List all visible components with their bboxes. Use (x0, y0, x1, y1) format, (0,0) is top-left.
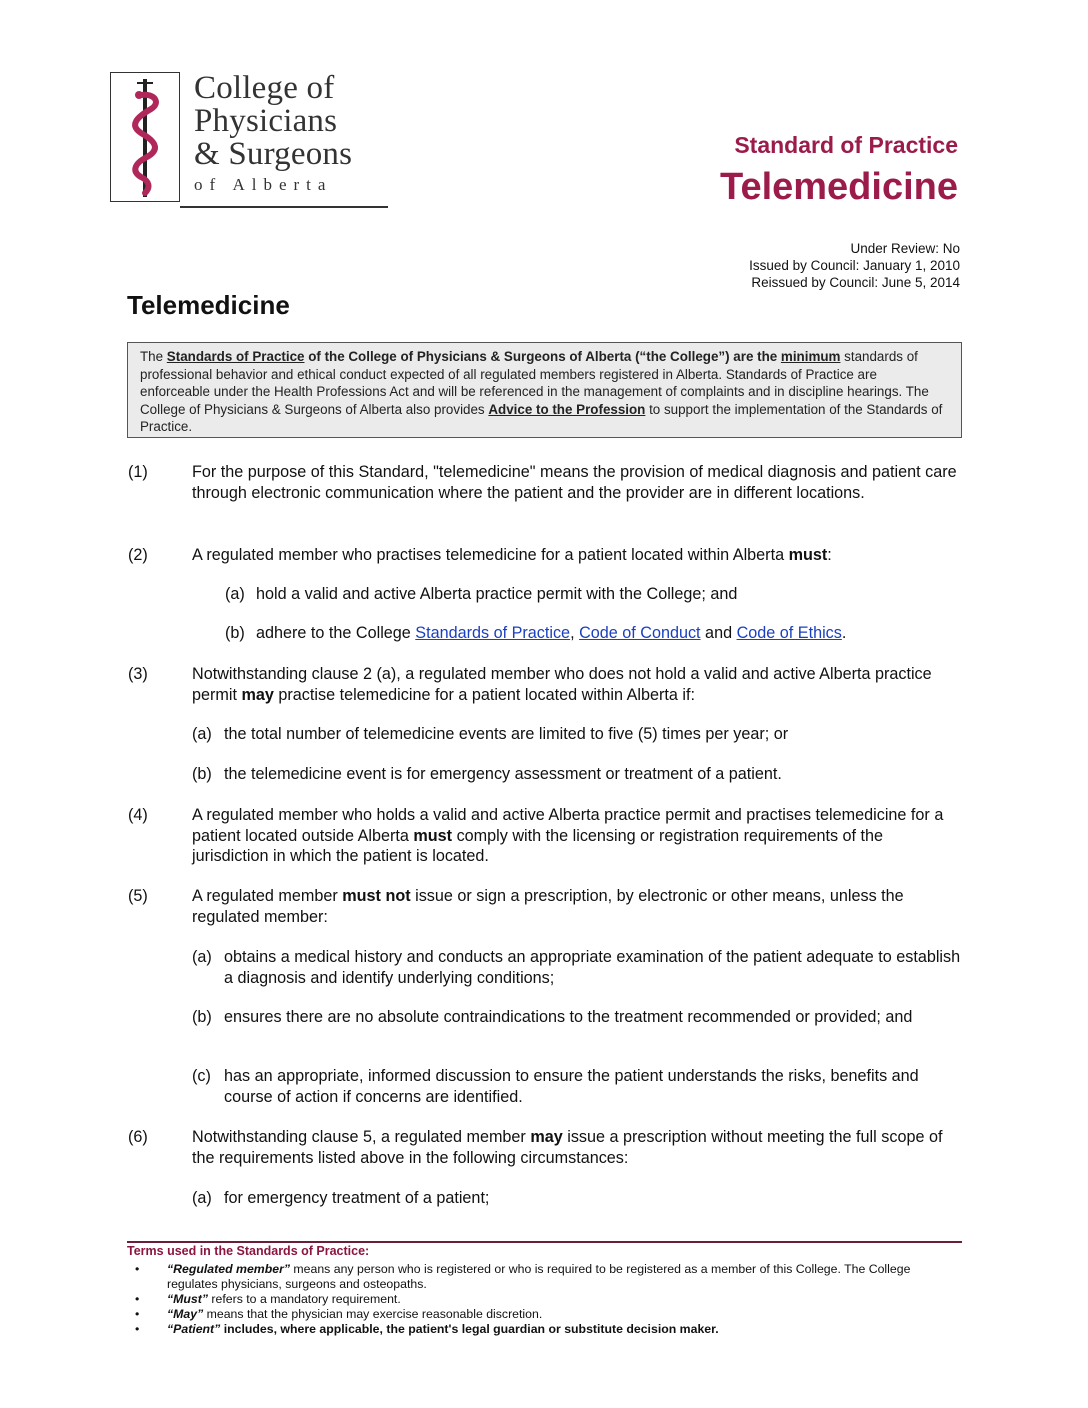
clause-text-post: issue a prescription without meeting the full scope of the requirements listed above in the following circumstances: (192, 1128, 943, 1167)
clause-text (192, 805, 962, 867)
clause-text-post: issue or sign a prescription, by electronic or other means, unless the regulated member: (192, 887, 904, 926)
bullet: • (135, 1307, 140, 1321)
clause-text-bold: must not (342, 887, 411, 905)
term-item (127, 1262, 962, 1292)
page-title: Telemedicine (127, 290, 290, 320)
advice-to-profession-term: Advice to the Profession (488, 401, 646, 417)
logo-line-1: College of (194, 70, 335, 106)
separator: , (570, 624, 580, 642)
subclause-text: for emergency treatment of a patient; (224, 1189, 490, 1207)
header-title: Telemedicine (720, 166, 958, 208)
clause-text-post: comply with the licensing or registration requirements of the jurisdiction in which the patient is located. (192, 826, 884, 865)
code-of-conduct-link[interactable]: Code of Conduct (579, 624, 701, 642)
subclause-label: (b) (225, 624, 245, 642)
subclause-label: (a) (192, 948, 212, 966)
intro-text-1: The (140, 349, 167, 364)
clause-text-bold: may (241, 685, 274, 704)
subclause-label: (b) (192, 765, 212, 783)
intro-text-2: of the College of Physicians & Surgeons of Alberta (“the College”) are the (304, 349, 781, 364)
term-name: “Regulated member” (167, 1262, 290, 1276)
term-definition: refers to a mandatory requirement. (208, 1292, 401, 1306)
clause-text-bold: must (413, 826, 453, 845)
intro-text-4: to support the implementation of the Standards of Practice. (140, 401, 943, 434)
meta-review: Under Review: No (850, 241, 960, 256)
term-name: “Must” (167, 1292, 208, 1306)
logo-underline (180, 206, 388, 208)
clause-number: (1) (128, 463, 148, 481)
term-item (127, 1292, 962, 1307)
bullet: • (135, 1292, 140, 1306)
subclause-text-pre: adhere to the College (256, 624, 416, 642)
term-definition: includes, where applicable, the patient's legal guardian or substitute decision maker. (220, 1322, 719, 1336)
college-logo (110, 72, 388, 208)
clause-text-pre: Notwithstanding clause 5, a regulated member (192, 1128, 531, 1146)
intro-box (127, 342, 962, 438)
term-name: “Patient” (167, 1322, 221, 1336)
clause-text-post: : (827, 546, 832, 564)
term-definition: means any person who is registered or who is required to be registered as a member of this College. The College regulates physicians, surgeons and osteopaths. (167, 1262, 911, 1291)
subclause-label: (b) (192, 1008, 212, 1026)
clause-text-pre: A regulated member who holds a valid and active Alberta practice permit and practises telemedicine for a patient located outside Alberta (192, 806, 944, 845)
header-subtitle: Standard of Practice (734, 132, 958, 158)
clause-text: For the purpose of this Standard, "telemedicine" means the provision of medical diagnosis and patient care through electronic communication where the patient and the provider are in different locations. (192, 463, 957, 502)
standards-of-practice-term: Standards of Practice (166, 349, 305, 364)
clause-number: (2) (128, 546, 148, 564)
minimum-term: minimum (780, 349, 841, 364)
document-meta (749, 240, 960, 291)
meta-issued: Issued by Council: January 1, 2010 (749, 258, 960, 273)
bullet: • (135, 1322, 140, 1336)
clause-number: (4) (128, 806, 148, 824)
clause-text-pre: A regulated member who practises telemedicine for a patient located within Alberta (192, 546, 789, 564)
clause-number: (3) (128, 665, 148, 683)
terms-list (127, 1262, 962, 1337)
logo-line-2: Physicians (194, 103, 338, 139)
clause-number: (5) (128, 887, 148, 905)
clause-text-post: practise telemedicine for a patient located within Alberta if: (273, 685, 695, 704)
footer-divider (127, 1241, 962, 1243)
separator: and (700, 624, 737, 642)
meta-reissued: Reissued by Council: June 5, 2014 (751, 275, 960, 290)
subclause-text: the telemedicine event is for emergency assessment or treatment of a patient. (224, 765, 782, 783)
subclause-text: ensures there are no absolute contraindications to the treatment recommended or provided; and (224, 1008, 913, 1026)
intro-text-3: standards of professional behavior and ethical conduct expected of all regulated members registered in Alberta. Standards of Practice are enforceable under the Health Professions Act and will be referenced in the management of complaints and in discipline hearings. The College of Physicians & Surgeons of Alberta also provides (140, 349, 929, 417)
logo-line-3: & Surgeons (194, 136, 353, 172)
subclause-text: hold a valid and active Alberta practice permit with the College; and (256, 585, 738, 603)
clause-text-bold: may (530, 1128, 563, 1146)
subclause-label: (a) (192, 725, 212, 743)
subclause-label: (c) (192, 1067, 211, 1085)
clause-text (192, 545, 962, 566)
subclause-text (256, 623, 956, 644)
logo-emblem-box (110, 72, 180, 202)
code-of-ethics-link[interactable]: Code of Ethics (736, 624, 842, 642)
logo-line-4: of Alberta (194, 175, 333, 194)
standards-of-practice-link[interactable]: Standards of Practice (415, 624, 571, 642)
term-item (127, 1322, 962, 1337)
clause-text-bold: must (788, 546, 828, 564)
bullet: • (135, 1262, 140, 1276)
subclause-text: obtains a medical history and conducts an appropriate examination of the patient adequate to establish a diagnosis and identify underlying conditions; (224, 948, 961, 987)
term-item (127, 1307, 962, 1322)
term-definition: means that the physician may exercise reasonable discretion. (203, 1307, 543, 1321)
subclause-text: has an appropriate, informed discussion to ensure the patient understands the risks, benefits and course of action if concerns are identified. (224, 1067, 919, 1106)
clause-text (192, 886, 962, 927)
caduceus-icon (111, 73, 179, 201)
clause-text-pre: A regulated member (192, 887, 343, 905)
period: . (841, 624, 847, 642)
subclause-label: (a) (225, 585, 245, 603)
clause-text-pre: Notwithstanding clause 2 (a), a regulated member who does not hold a valid and active Alberta practice permit (192, 665, 932, 704)
clause-number: (6) (128, 1128, 148, 1146)
subclause-label: (a) (192, 1189, 212, 1207)
clause-text (192, 1127, 962, 1168)
term-name: “May” (167, 1307, 204, 1321)
subclause-text: the total number of telemedicine events are limited to five (5) times per year; or (224, 725, 789, 743)
footer-heading: Terms used in the Standards of Practice: (127, 1244, 370, 1258)
clause-text (192, 664, 962, 705)
logo-wordmark (194, 72, 352, 196)
